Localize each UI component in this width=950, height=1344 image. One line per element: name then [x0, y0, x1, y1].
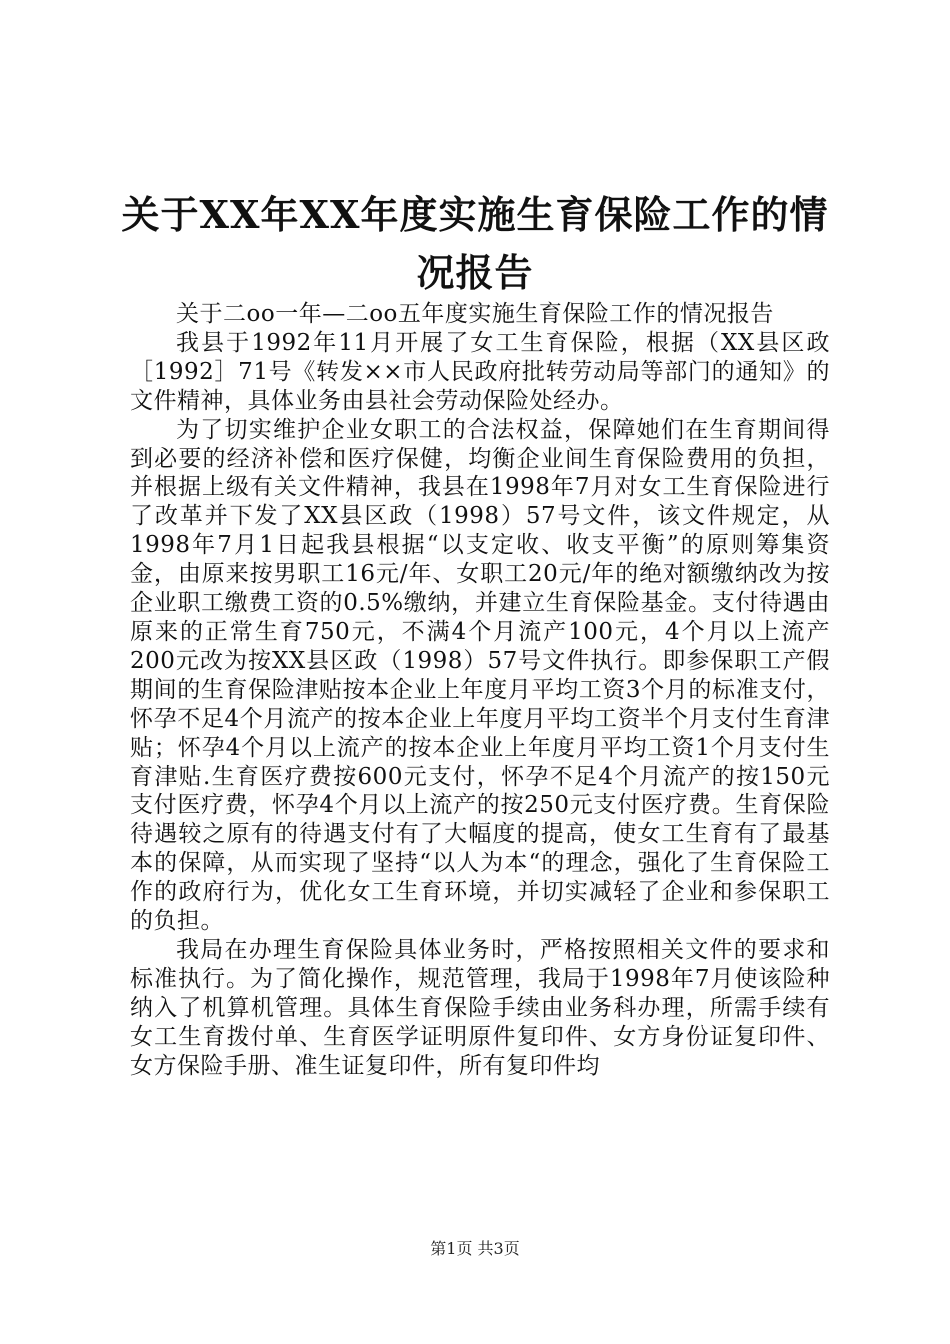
document-body: [130, 300, 830, 1080]
paragraph-3: 我局在办理生育保险具体业务时，严格按照相关文件的要求和标准执行。为了简化操作，规范管理，我局于1998年7月使该险种纳入了机算机管理。具体生育保险手续由业务科办理，所需手续有女工生育拨付单、生育医学证明原件复印件、女方身份证复印件、女方保险手册、准生证复印件，所有复印件均: [130, 936, 830, 1079]
paragraph-subtitle: 关于二oo一年—二oo五年度实施生育保险工作的情况报告: [176, 301, 774, 327]
paragraph-2: 为了切实维护企业女职工的合法权益，保障她们在生育期间得到必要的经济补偿和医疗保健，均衡企业间生育保险费用的负担，并根据上级有关文件精神，我县在1998年7月对女工生育保险进行了改革并下发了XX县区政（1998）57号文件，该文件规定，从1998年7月1日起我县根据“以支定收、收支平衡”的原则筹集资金，由原来按男职工16元/年、女职工20元/年的绝对额缴纳改为按企业职工缴费工资的0.5%缴纳，并建立生育保险基金。支付待遇由原来的正常生育750元，不满4个月流产100元，4个月以上流产200元改为按XX县区政（1998）57号文件执行。即参保职工产假期间的生育保险津贴按本企业上年度月平均工资3个月的标准支付，怀孕不足4个月流产的按本企业上年度月平均工资半个月支付生育津贴；怀孕4个月以上流产的按本企业上年度月平均工资1个月支付生育津贴.生育医疗费按600元支付，怀孕不足4个月流产的按150元支付医疗费，怀孕4个月以上流产的按250元支付医疗费。生育保险待遇较之原有的待遇支付有了大幅度的提高，使女工生育有了最基本的保障，从而实现了坚持“以人为本“的理念，强化了生育保险工作的政府行为，优化女工生育环境，并切实减轻了企业和参保职工的负担。: [130, 416, 830, 935]
page-number-footer: 第1页 共3页: [430, 1239, 520, 1258]
paragraph-1: 我县于1992年11月开展了女工生育保险，根据（XX县区政［1992］71号《转发××市人民政府批转劳动局等部门的通知》的文件精神，具体业务由县社会劳动保险处经办。: [130, 329, 830, 414]
document-title: 关于XX年XX年度实施生育保险工作的情况报告: [121, 192, 829, 295]
